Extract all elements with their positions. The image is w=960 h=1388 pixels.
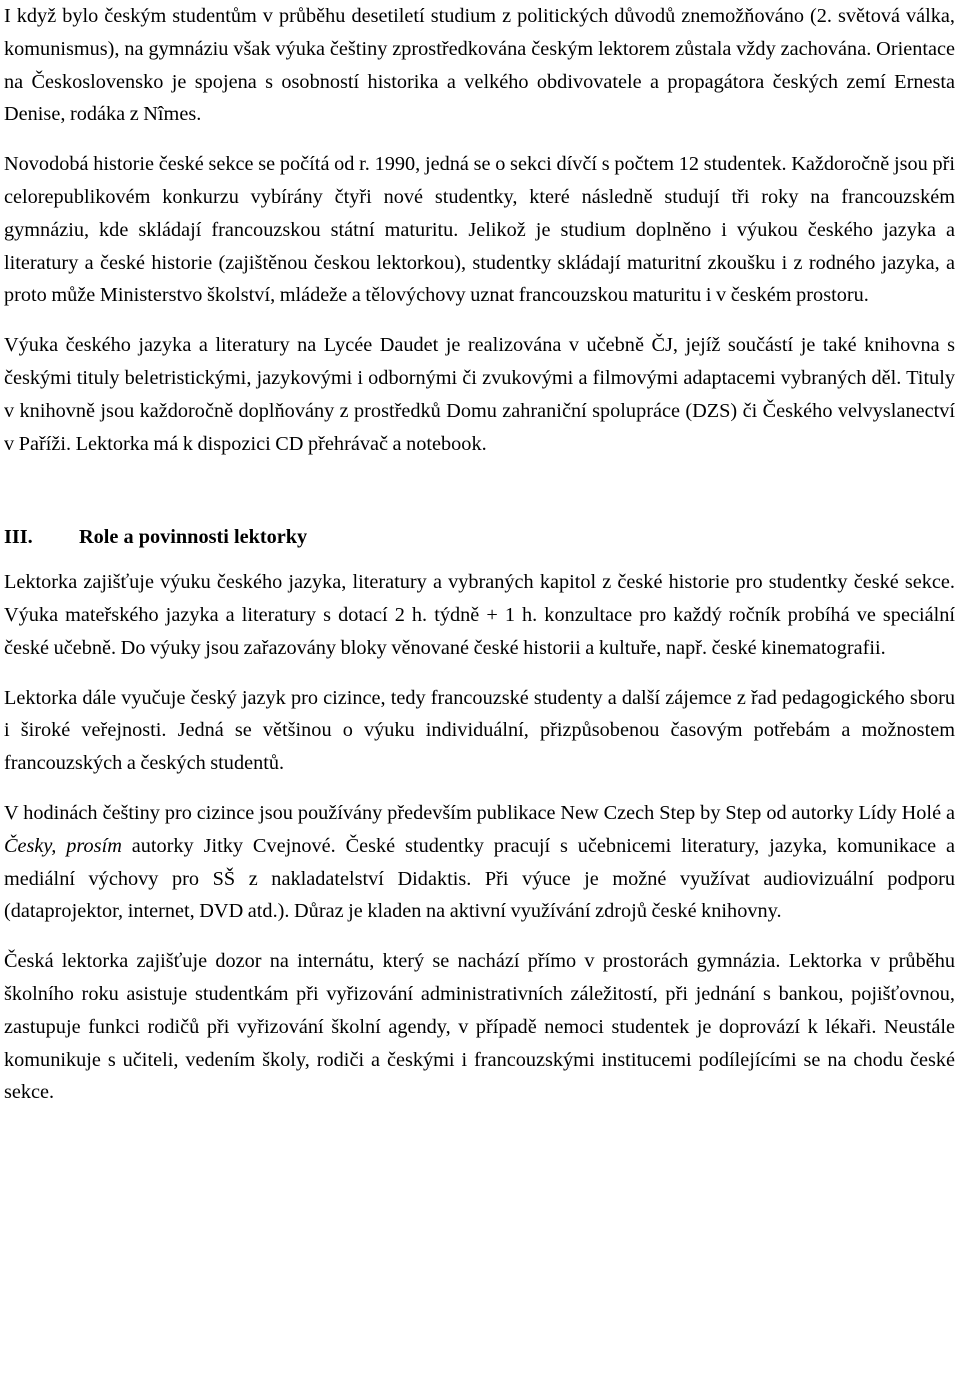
paragraph-textbooks xyxy=(4,797,955,928)
textbooks-text-start: V hodinách češtiny pro cizince jsou používány především publikace New Czech Step by Step od autorky Lídy Holé a xyxy=(4,801,955,824)
paragraph-teaching-duties: Lektorka zajišťuje výuku českého jazyka, literatury a vybraných kapitol z české historie pro studentky české sekce. Výuka mateřského jazyka a literatury s dotací 2 h. týdně + 1 h. konzultace pro každý ročník probíhá ve speciální české učebně. Do výuky jsou zařazovány bloky věnované české historii a kultuře, např. české kinematografii. xyxy=(4,571,955,659)
section-title: Role a povinnosti lektorky xyxy=(79,526,308,549)
paragraph-supervision: Česká lektorka zajišťuje dozor na internátu, který se nachází přímo v prostorách gymnázia. Lektorka v průběhu školního roku asistuje studentkám při vyřizování administrativních záležitostí, při jednání s bankou, pojišťovnou, zastupuje funkci rodičů při vyřizování školní agendy, v případě nemoci studentek je doprovází k lékaři. Neustále komunikuje s učiteli, vedením školy, rodiči a českými i francouzskými institucemi podílejícími se na chodu české sekce. xyxy=(4,950,955,1104)
paragraph-classroom-library: Výuka českého jazyka a literatury na Lycée Daudet je realizována v učebně ČJ, jejíž součástí je také knihovna s českými tituly beletristickými, jazykovými i odbornými či zvukovými a filmovými adaptacemi vybraných děl. Tituly v knihovně jsou každoročně doplňovány z prostředků Domu zahraniční spolupráce (DZS) či Českého velvyslanectví v Paříži. Lektorka má k dispozici CD přehrávač a notebook. xyxy=(4,334,955,455)
paragraph-history-origins: I když bylo českým studentům v průběhu desetiletí studium z politických důvodů znemožňováno (2. světová válka, komunismus), na gymnáziu však výuka češtiny zprostředkována českým lektorem zůstala vždy zachována. Orientace na Československo je spojena s osobností historika a velkého obdivovatele a propagátora českých zemí Ernesta Denise, rodáka z Nîmes. xyxy=(4,5,955,126)
textbooks-text-end: autorky Jitky Cvejnové. České studentky pracují s učebnicemi literatury, jazyka, komunikace a mediální výchovy pro SŠ z nakladatelství Didaktis. Při výuce je možné využívat audiovizuální podporu (dataprojektor, internet, DVD atd.). Důraz je kladen na aktivní využívání zdrojů české knihovny. xyxy=(4,834,955,923)
paragraph-czech-for-foreigners: Lektorka dále vyučuje český jazyk pro cizince, tedy francouzské studenty a další zájemce z řad pedagogického sboru i široké veřejnosti. Jedná se většinou o výuku individuální, přizpůsobenou časovým potřebám a možnostem francouzských a českých studentů. xyxy=(4,686,955,775)
textbook-title-italic: Česky, prosím xyxy=(4,834,122,857)
section-number: III. xyxy=(4,526,33,549)
document-page xyxy=(4,0,955,1109)
section-heading xyxy=(4,521,955,554)
paragraph-czech-section: Novodobá historie české sekce se počítá od r. 1990, jedná se o sekci dívčí s počtem 12 studentek. Každoročně jsou při celorepublikovém konkurzu vybírány čtyři nové studentky, které následně studují tři roky na francouzském gymnáziu, kde skládají francouzskou státní maturitu. Jelikož je studium doplněno i výukou českého jazyka a literatury a české historie (zajištěnou českou lektorkou), studentky skládají maturitní zkoušku i z rodného jazyka, a proto může Ministerstvo školství, mládeže a tělovýchovy uznat francouzskou maturitu i v českém prostoru. xyxy=(4,153,955,307)
